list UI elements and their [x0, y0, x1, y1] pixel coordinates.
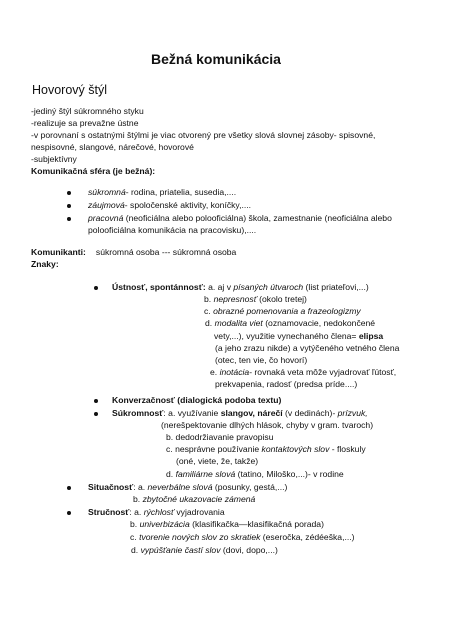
sphere-heading: Komunikačná sféra (je bežná):: [31, 166, 156, 176]
intro-line: -subjektívny: [31, 154, 77, 164]
intro-line: -jediný štýl súkromného styku: [31, 106, 144, 116]
sign-detail: b. nepresnosť (okolo tretej): [204, 294, 307, 304]
sphere-item: záujmová- spoločenské aktivity, koníčky,....: [88, 200, 252, 210]
bullet: [67, 486, 71, 490]
sign-detail: c. tvorenie nových slov zo skratiek (eseročka, zédéeška,...): [130, 532, 355, 542]
intro-line: nespisovné, slangové, nárečové, hovorové: [31, 142, 194, 152]
bullet: [67, 217, 71, 221]
sphere-item: pracovná (neoficiálna alebo polooficiálna) škola, zamestnanie (neoficiálna alebo: [88, 213, 392, 223]
intro-line: -realizuje sa prevažne ústne: [31, 118, 139, 128]
sign-situacnost: Situačnosť: a. neverbálne slová (posunky, gestá,...): [88, 482, 288, 492]
sign-detail: (a jeho zrazu nikde) a vytýčeného vetného člena: [215, 343, 400, 353]
sphere-item: súkromná- rodina, priatelia, susedia,....: [88, 187, 237, 197]
sign-sukromnost: Súkromnosť: a. využívanie slangov, nárečí (v dedinách)- prízvuk,: [112, 408, 368, 418]
sign-detail: b. zbytočné ukazovacie zámená: [133, 494, 256, 504]
sign-detail: (nerešpektovanie dlhých hlások, chyby v gram. tvaroch): [161, 420, 374, 430]
page-title: Bežná komunikácia: [151, 51, 281, 67]
bullet: [67, 191, 71, 195]
bullet: [94, 286, 98, 290]
intro-line: -v porovnaní s ostatnými štýlmi je viac otvorený pre všetky slová slovnej zásoby- spisovné,: [31, 130, 376, 140]
sign-detail: b. dedodržiavanie pravopisu: [166, 432, 274, 442]
sign-konverzacnost: Konverzačnosť (dialogická podoba textu): [112, 395, 282, 405]
sign-detail: e. inotácia- rovnaká veta môže vyjadrovať ľútosť,: [210, 367, 397, 377]
sign-detail: (otec, ten vie, čo hovorí): [215, 355, 308, 365]
bullet: [94, 399, 98, 403]
sign-detail: d. familiárne slová (tatino, Miloško,...)- v rodine: [166, 469, 344, 479]
sign-detail: d. vypúšťanie častí slov (dovi, dopo,...): [131, 545, 278, 555]
sphere-item-cont: polooficiálna komunikácia na pracovisku),....: [88, 225, 257, 235]
sign-detail: b. univerbizácia (klasifikačka—klasifikačná porada): [130, 519, 324, 529]
bullet: [67, 511, 71, 515]
sign-detail: (oné, viete, že, takže): [176, 456, 259, 466]
sign-detail: vety,...), využitie vynechaného člena= elipsa: [214, 331, 384, 341]
sign-strucnost: Stručnosť: a. rýchlosť vyjadrovania: [88, 507, 225, 517]
sign-detail: d. modalita viet (oznamovacie, nedokončené: [205, 318, 376, 328]
sign-detail: c. nesprávne používanie kontaktových slov - floskuly: [166, 444, 366, 454]
sign-detail: prekvapenia, radosť (predsa príde....): [215, 379, 358, 389]
bullet: [67, 204, 71, 208]
section-heading: Hovorový štýl: [32, 83, 108, 97]
bullet: [94, 412, 98, 416]
sign-ustnost: Ústnosť, spontánnosť: a. aj v písaných útvaroch (list priateľovi,...): [112, 282, 369, 292]
signs-label: Znaky:: [31, 259, 59, 269]
communicants: Komunikanti: súkromná osoba --- súkromná osoba: [31, 247, 237, 257]
sign-detail: c. obrazné pomenovania a frazeologizmy: [204, 306, 361, 316]
